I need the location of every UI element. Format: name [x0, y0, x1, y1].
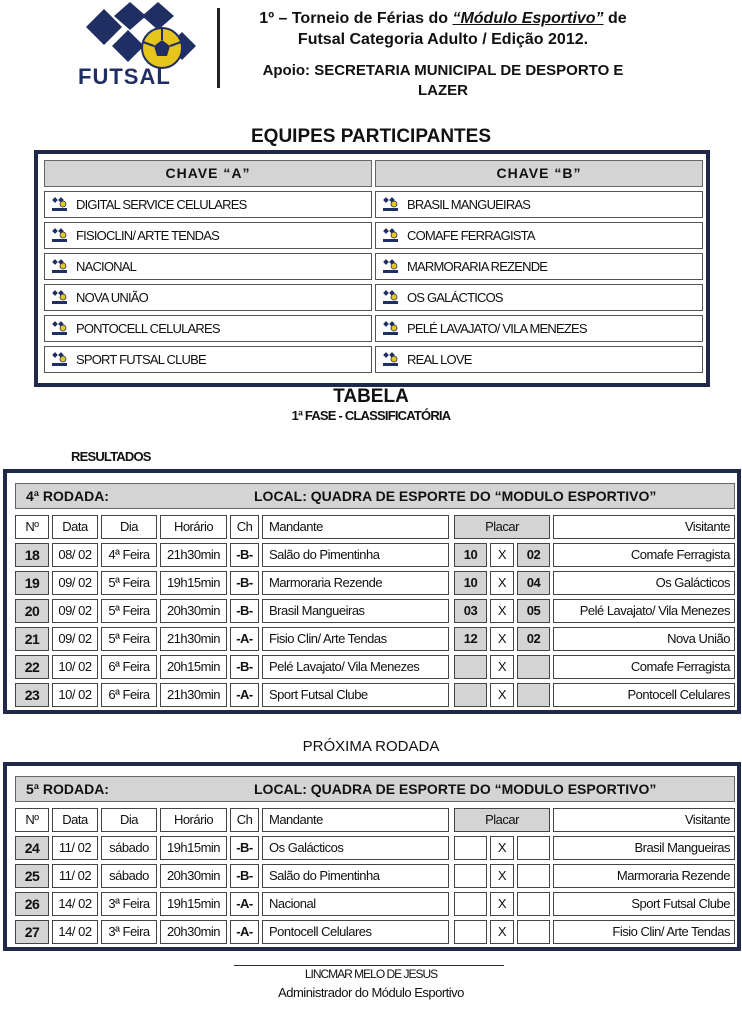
away-score [517, 655, 550, 679]
round-5-header [15, 776, 735, 802]
away-score [517, 683, 550, 707]
match-number: 18 [15, 543, 49, 567]
match-time: 19h15min [160, 892, 227, 916]
chave-a-column [44, 160, 372, 373]
round-4-local: LOCAL: QUADRA DE ESPORTE DO “MODULO ESPORTIVO” [254, 488, 657, 504]
col-header-mandante: Mandante [262, 808, 449, 832]
match-day: 5ª Feira [101, 627, 157, 651]
match-number: 24 [15, 836, 49, 860]
match-day: sábado [101, 836, 157, 860]
team-name: REAL LOVE [407, 352, 472, 367]
futsal-mini-icon [382, 321, 400, 337]
match-date: 10/ 02 [52, 683, 98, 707]
match-number: 19 [15, 571, 49, 595]
proxima-rodada-title: PRÓXIMA RODADA [302, 738, 440, 755]
match-chave: -B- [230, 543, 259, 567]
home-score [454, 683, 487, 707]
team-name: COMAFE FERRAGISTA [407, 228, 535, 243]
futsal-mini-icon [51, 197, 69, 213]
signature-line [234, 965, 504, 966]
match-home-team: Nacional [262, 892, 449, 916]
match-away-team: Comafe Ferragista [553, 543, 735, 567]
match-away-team: Pontocell Celulares [553, 683, 735, 707]
team-name: OS GALÁCTICOS [407, 290, 503, 305]
match-home-team: Sport Futsal Clube [262, 683, 449, 707]
apoio-line-1: Apoio: SECRETARIA MUNICIPAL DE DESPORTO E [262, 62, 624, 79]
match-home-team: Salão do Pimentinha [262, 864, 449, 888]
score-separator: X [490, 864, 514, 888]
match-time: 21h30min [160, 683, 227, 707]
match-date: 14/ 02 [52, 892, 98, 916]
match-date: 09/ 02 [52, 571, 98, 595]
home-score [454, 836, 487, 860]
away-score: 02 [517, 543, 550, 567]
col-header-placar: Placar [454, 808, 550, 832]
match-time: 20h15min [160, 655, 227, 679]
match-time: 19h15min [160, 836, 227, 860]
score-separator: X [490, 627, 514, 651]
match-away-team: Comafe Ferragista [553, 655, 735, 679]
match-home-team: Brasil Mangueiras [262, 599, 449, 623]
match-day: 6ª Feira [101, 683, 157, 707]
col-header-ch: Ch [230, 515, 259, 539]
match-time: 20h30min [160, 599, 227, 623]
match-date: 11/ 02 [52, 864, 98, 888]
match-day: 5ª Feira [101, 599, 157, 623]
score-separator: X [490, 836, 514, 860]
match-day: 3ª Feira [101, 920, 157, 944]
col-header-visitante: Visitante [553, 515, 735, 539]
teams-box [34, 150, 710, 387]
team-name: DIGITAL SERVICE CELULARES [76, 197, 247, 212]
match-chave: -A- [230, 892, 259, 916]
team-item [44, 346, 372, 373]
match-chave: -B- [230, 655, 259, 679]
col-header-data: Data [52, 808, 98, 832]
match-day: 5ª Feira [101, 571, 157, 595]
team-name: NOVA UNIÃO [76, 290, 148, 305]
chave-a-header: CHAVE “A” [44, 160, 372, 187]
match-day: 6ª Feira [101, 655, 157, 679]
col-header-no: Nº [15, 515, 49, 539]
match-chave: -A- [230, 627, 259, 651]
match-chave: -B- [230, 571, 259, 595]
match-home-team: Fisio Clin/ Arte Tendas [262, 627, 449, 651]
fase-subtitle: 1ª FASE - CLASSIFICATÓRIA [291, 408, 451, 423]
title-part-2: de [608, 10, 627, 27]
match-time: 21h30min [160, 543, 227, 567]
away-score: 02 [517, 627, 550, 651]
match-away-team: Marmoraria Rezende [553, 864, 735, 888]
col-header-mandante: Mandante [262, 515, 449, 539]
team-name: PELÉ LAVAJATO/ VILA MENEZES [407, 321, 587, 336]
home-score [454, 655, 487, 679]
match-number: 25 [15, 864, 49, 888]
match-number: 20 [15, 599, 49, 623]
score-separator: X [490, 599, 514, 623]
futsal-mini-icon [51, 352, 69, 368]
match-number: 26 [15, 892, 49, 916]
team-item [375, 346, 703, 373]
col-header-dia: Dia [101, 515, 157, 539]
signature-name: LINCMAR MELO DE JESUS [304, 967, 438, 981]
home-score: 03 [454, 599, 487, 623]
match-away-team: Sport Futsal Clube [553, 892, 735, 916]
futsal-mini-icon [51, 290, 69, 306]
away-score: 04 [517, 571, 550, 595]
home-score [454, 920, 487, 944]
col-header-horario: Horário [160, 808, 227, 832]
score-separator: X [490, 892, 514, 916]
away-score [517, 864, 550, 888]
team-item [44, 253, 372, 280]
match-chave: -A- [230, 920, 259, 944]
team-item [375, 284, 703, 311]
match-date: 14/ 02 [52, 920, 98, 944]
score-separator: X [490, 920, 514, 944]
chave-b-header: CHAVE “B” [375, 160, 703, 187]
match-number: 27 [15, 920, 49, 944]
away-score: 05 [517, 599, 550, 623]
home-score [454, 892, 487, 916]
away-score [517, 892, 550, 916]
col-header-data: Data [52, 515, 98, 539]
team-name: NACIONAL [76, 259, 137, 274]
team-name: BRASIL MANGUEIRAS [407, 197, 531, 212]
resultados-label: RESULTADOS [71, 449, 151, 464]
match-number: 23 [15, 683, 49, 707]
futsal-mini-icon [382, 352, 400, 368]
home-score: 12 [454, 627, 487, 651]
match-day: 3ª Feira [101, 892, 157, 916]
round-5-local: LOCAL: QUADRA DE ESPORTE DO “MODULO ESPORTIVO” [254, 781, 657, 797]
page-header [0, 0, 742, 110]
match-home-team: Os Galácticos [262, 836, 449, 860]
tournament-title [228, 8, 658, 50]
match-away-team: Os Galácticos [553, 571, 735, 595]
match-away-team: Nova União [553, 627, 735, 651]
match-away-team: Fisio Clin/ Arte Tendas [553, 920, 735, 944]
team-item [44, 284, 372, 311]
match-home-team: Pontocell Celulares [262, 920, 449, 944]
score-separator: X [490, 655, 514, 679]
col-header-horario: Horário [160, 515, 227, 539]
match-home-team: Salão do Pimentinha [262, 543, 449, 567]
tabela-title: TABELA [333, 386, 409, 407]
team-item [44, 222, 372, 249]
team-item [375, 191, 703, 218]
away-score [517, 836, 550, 860]
match-date: 08/ 02 [52, 543, 98, 567]
home-score [454, 864, 487, 888]
match-day: 4ª Feira [101, 543, 157, 567]
team-item [44, 191, 372, 218]
team-name: MARMORARIA REZENDE [407, 259, 548, 274]
round-5-label: 5ª RODADA: [26, 781, 109, 797]
title-part-1: 1º – Torneio de Férias do [259, 10, 448, 27]
score-separator: X [490, 683, 514, 707]
round-4-table [3, 469, 741, 714]
futsal-mini-icon [382, 259, 400, 275]
match-time: 19h15min [160, 571, 227, 595]
match-chave: -B- [230, 864, 259, 888]
team-item [44, 315, 372, 342]
teams-title: EQUIPES PARTICIPANTES [251, 126, 491, 147]
title-line-2: Futsal Categoria Adulto / Edição 2012. [297, 31, 589, 48]
logo-text: FUTSAL [78, 64, 171, 89]
team-item [375, 222, 703, 249]
match-number: 21 [15, 627, 49, 651]
futsal-mini-icon [51, 228, 69, 244]
futsal-mini-icon [51, 321, 69, 337]
home-score: 10 [454, 571, 487, 595]
match-away-team: Pelé Lavajato/ Vila Menezes [553, 599, 735, 623]
col-header-visitante: Visitante [553, 808, 735, 832]
futsal-mini-icon [382, 197, 400, 213]
title-modulo: “Módulo Esportivo” [452, 10, 604, 27]
apoio-line-2: LAZER [418, 82, 468, 99]
match-date: 09/ 02 [52, 599, 98, 623]
score-separator: X [490, 543, 514, 567]
match-time: 20h30min [160, 864, 227, 888]
match-home-team: Marmoraria Rezende [262, 571, 449, 595]
signature-role: Administrador do Módulo Esportivo [278, 985, 464, 1000]
apoio-text [228, 61, 658, 101]
team-item [375, 315, 703, 342]
team-item [375, 253, 703, 280]
match-home-team: Pelé Lavajato/ Vila Menezes [262, 655, 449, 679]
col-header-ch: Ch [230, 808, 259, 832]
team-name: FISIOCLIN/ ARTE TENDAS [76, 228, 220, 243]
match-time: 20h30min [160, 920, 227, 944]
team-name: PONTOCELL CELULARES [76, 321, 220, 336]
col-header-no: Nº [15, 808, 49, 832]
match-chave: -B- [230, 599, 259, 623]
col-header-placar: Placar [454, 515, 550, 539]
round-5-table [3, 762, 741, 951]
match-chave: -B- [230, 836, 259, 860]
match-time: 21h30min [160, 627, 227, 651]
round-4-label: 4ª RODADA: [26, 488, 109, 504]
round-4-header [15, 483, 735, 509]
futsal-mini-icon [51, 259, 69, 275]
match-date: 10/ 02 [52, 655, 98, 679]
futsal-mini-icon [382, 290, 400, 306]
match-number: 22 [15, 655, 49, 679]
match-away-team: Brasil Mangueiras [553, 836, 735, 860]
match-day: sábado [101, 864, 157, 888]
futsal-mini-icon [382, 228, 400, 244]
match-date: 11/ 02 [52, 836, 98, 860]
away-score [517, 920, 550, 944]
match-chave: -A- [230, 683, 259, 707]
home-score: 10 [454, 543, 487, 567]
score-separator: X [490, 571, 514, 595]
col-header-dia: Dia [101, 808, 157, 832]
team-name: SPORT FUTSAL CLUBE [76, 352, 206, 367]
header-divider [217, 8, 220, 88]
chave-b-column [375, 160, 703, 373]
match-date: 09/ 02 [52, 627, 98, 651]
